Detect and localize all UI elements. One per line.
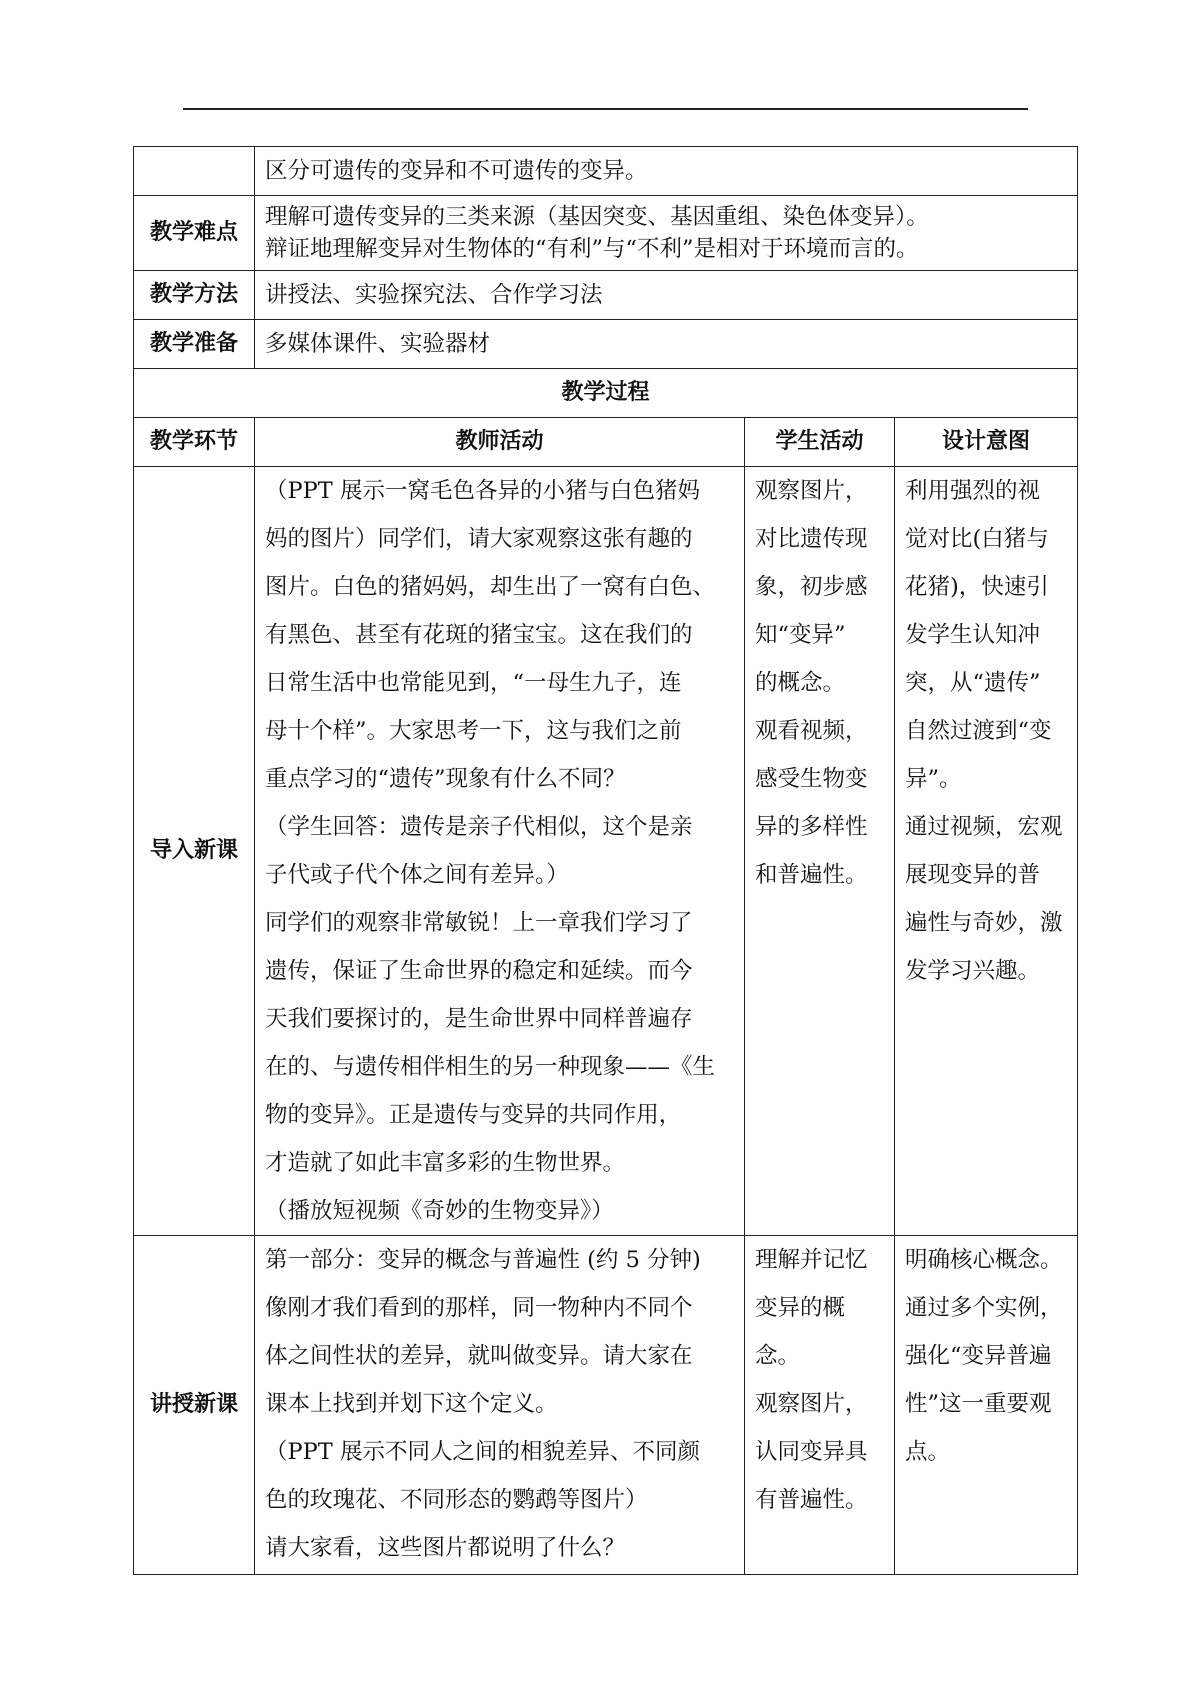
student-activity-line: 变异的概 xyxy=(755,1295,846,1321)
difficulty-text xyxy=(255,196,1078,271)
student-activity-text xyxy=(755,1236,884,1524)
row-continuation xyxy=(134,147,1078,196)
teacher-activity-line: 物的变异》。正是遗传与变异的共同作用， xyxy=(265,1102,682,1128)
student-activity-line: 象，初步感 xyxy=(755,574,868,600)
teacher-activity-line: 请大家看，这些图片都说明了什么？ xyxy=(265,1535,626,1561)
student-activity-line: 的概念。 xyxy=(755,670,846,696)
design-intent-cell xyxy=(895,1236,1078,1575)
teacher-activity-line: 像刚才我们看到的那样，同一物种内不同个 xyxy=(265,1295,693,1321)
column-header-stage: 教学环节 xyxy=(134,418,255,467)
row-difficulty xyxy=(134,196,1078,271)
process-title: 教学过程 xyxy=(134,369,1078,418)
design-intent-line: 通过视频，宏观 xyxy=(905,814,1063,840)
column-header-student: 学生活动 xyxy=(745,418,895,467)
teacher-activity-line: 妈的图片）同学们，请大家观察这张有趣的 xyxy=(265,526,693,552)
student-activity-text xyxy=(755,467,884,899)
teacher-activity-line: 日常生活中也常能见到，“一母生九子，连 xyxy=(265,670,682,696)
row-process-title xyxy=(134,369,1078,418)
column-header-teacher: 教师活动 xyxy=(255,418,745,467)
row-stage-intro xyxy=(134,467,1078,1236)
design-intent-line: 遍性与奇妙，激 xyxy=(905,910,1063,936)
teacher-activity-line: 在的、与遗传相伴相生的另一种现象——《生 xyxy=(265,1054,716,1080)
difficulty-line: 辩证地理解变异对生物体的“有利”与“不利”是相对于环境而言的。 xyxy=(265,236,919,262)
row-column-headers xyxy=(134,418,1078,467)
design-intent-line: 点。 xyxy=(905,1439,951,1465)
prep-label: 教学准备 xyxy=(134,320,255,369)
difficulty-label: 教学难点 xyxy=(134,196,255,271)
prep-text: 多媒体课件、实验器材 xyxy=(255,320,1078,369)
lesson-plan-table xyxy=(133,146,1078,1575)
student-activity-line: 异的多样性 xyxy=(755,814,868,840)
teacher-activity-line: 课本上找到并划下这个定义。 xyxy=(265,1391,558,1417)
teacher-activity-line: （播放短视频《奇妙的生物变异》） xyxy=(265,1198,614,1224)
student-activity-line: 对比遗传现 xyxy=(755,526,868,552)
design-intent-line: 发学习兴趣。 xyxy=(905,958,1041,984)
stage-label: 讲授新课 xyxy=(134,1236,255,1575)
teacher-activity-line: 天我们要探讨的，是生命世界中同样普遍存 xyxy=(265,1006,693,1032)
column-header-intent: 设计意图 xyxy=(895,418,1078,467)
row-prep xyxy=(134,320,1078,369)
design-intent-line: 展现变异的普 xyxy=(905,862,1041,888)
student-activity-line: 和普遍性。 xyxy=(755,862,868,888)
teacher-activity-line: （PPT 展示不同人之间的相貌差异、不同颜 xyxy=(265,1439,700,1465)
continuation-text: 区分可遗传的变异和不可遗传的变异。 xyxy=(255,147,1078,196)
teacher-activity-cell xyxy=(255,467,745,1236)
student-activity-line: 理解并记忆 xyxy=(755,1247,868,1273)
teacher-activity-line: 母十个样”。大家思考一下，这与我们之前 xyxy=(265,718,682,744)
method-text: 讲授法、实验探究法、合作学习法 xyxy=(255,271,1078,320)
difficulty-line: 理解可遗传变异的三类来源（基因突变、基因重组、染色体变异）。 xyxy=(265,204,929,230)
design-intent-line: 发学生认知冲 xyxy=(905,622,1041,648)
student-activity-line: 观看视频， xyxy=(755,718,868,744)
student-activity-cell xyxy=(745,1236,895,1575)
design-intent-line: 觉对比(白猪与 xyxy=(905,526,1049,552)
student-activity-line: 认同变异具 xyxy=(755,1439,868,1465)
header-rule xyxy=(183,108,1028,110)
design-intent-line: 明确核心概念。 xyxy=(905,1247,1063,1273)
teacher-activity-line: 体之间性状的差异，就叫做变异。请大家在 xyxy=(265,1343,693,1369)
design-intent-line: 利用强烈的视 xyxy=(905,478,1041,504)
student-activity-line: 有普遍性。 xyxy=(755,1487,868,1513)
design-intent-line: 强化“变异普遍 xyxy=(905,1343,1052,1369)
teacher-activity-text xyxy=(265,1236,734,1572)
design-intent-text xyxy=(905,467,1067,995)
row-method xyxy=(134,271,1078,320)
design-intent-line: 通过多个实例， xyxy=(905,1295,1063,1321)
design-intent-line: 花猪)，快速引 xyxy=(905,574,1049,600)
design-intent-line: 性”这一重要观 xyxy=(905,1391,1052,1417)
teacher-activity-line: 第一部分：变异的概念与普遍性 (约 5 分钟) xyxy=(265,1247,701,1273)
teacher-activity-line: 色的玫瑰花、不同形态的鹦鹉等图片） xyxy=(265,1487,648,1513)
teacher-activity-line: 遗传，保证了生命世界的稳定和延续。而今 xyxy=(265,958,693,984)
teacher-activity-line: （学生回答：遗传是亲子代相似，这个是亲 xyxy=(265,814,693,840)
teacher-activity-line: 子代或子代个体之间有差异。） xyxy=(265,862,569,888)
method-label: 教学方法 xyxy=(134,271,255,320)
student-activity-line: 观察图片， xyxy=(755,1391,868,1417)
design-intent-line: 突，从“遗传” xyxy=(905,670,1041,696)
teacher-activity-line: 图片。白色的猪妈妈，却生出了一窝有白色、 xyxy=(265,574,716,600)
teacher-activity-text xyxy=(265,467,734,1235)
design-intent-cell xyxy=(895,467,1078,1236)
design-intent-text xyxy=(905,1236,1067,1476)
teacher-activity-line: 重点学习的“遗传”现象有什么不同？ xyxy=(265,766,626,792)
student-activity-cell xyxy=(745,467,895,1236)
student-activity-line: 念。 xyxy=(755,1343,801,1369)
empty-label-cell xyxy=(134,147,255,196)
stage-label: 导入新课 xyxy=(134,467,255,1236)
teacher-activity-line: 才造就了如此丰富多彩的生物世界。 xyxy=(265,1150,626,1176)
teacher-activity-line: 同学们的观察非常敏锐！上一章我们学习了 xyxy=(265,910,693,936)
teacher-activity-cell xyxy=(255,1236,745,1575)
teacher-activity-line: 有黑色、甚至有花斑的猪宝宝。这在我们的 xyxy=(265,622,693,648)
teacher-activity-line: （PPT 展示一窝毛色各异的小猪与白色猪妈 xyxy=(265,478,700,504)
student-activity-line: 知“变异” xyxy=(755,622,846,648)
student-activity-line: 感受生物变 xyxy=(755,766,868,792)
design-intent-line: 自然过渡到“变 xyxy=(905,718,1052,744)
student-activity-line: 观察图片， xyxy=(755,478,868,504)
row-stage-teaching xyxy=(134,1236,1078,1575)
design-intent-line: 异”。 xyxy=(905,766,962,792)
